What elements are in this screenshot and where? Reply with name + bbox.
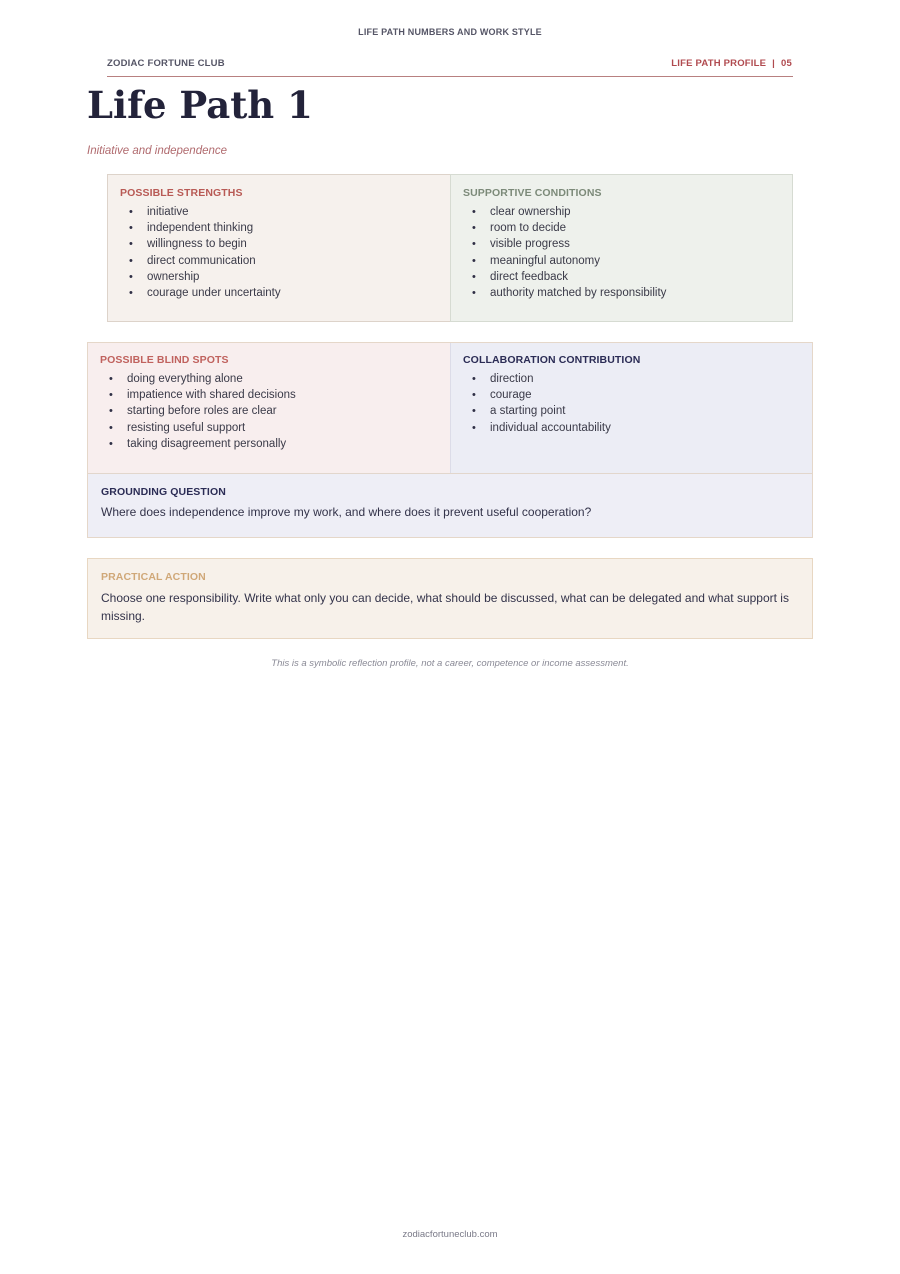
list-item: • meaningful autonomy [463, 253, 780, 269]
practical-action-heading: PRACTICAL ACTION [101, 571, 206, 583]
document-top-title: LIFE PATH NUMBERS AND WORK STYLE [358, 27, 542, 37]
blind-spots-panel [88, 343, 450, 473]
blind-spots-list [100, 371, 438, 452]
page-title: Life Path 1 [87, 83, 313, 127]
collaboration-heading: COLLABORATION CONTRIBUTION [463, 354, 641, 366]
practical-action-panel [87, 558, 813, 639]
strengths-panel [107, 174, 451, 322]
list-item: • courage [463, 387, 800, 403]
list-item: • independent thinking [120, 220, 438, 236]
list-item: • resisting useful support [100, 420, 438, 436]
list-item: • ownership [120, 269, 438, 285]
list-item: • direction [463, 371, 800, 387]
collaboration-list [463, 371, 800, 436]
strengths-heading: POSSIBLE STRENGTHS [120, 187, 243, 199]
list-item: • courage under uncertainty [120, 285, 438, 301]
list-item: • willingness to begin [120, 236, 438, 252]
list-item: • direct communication [120, 253, 438, 269]
separator: | [772, 58, 776, 69]
supportive-list [463, 204, 780, 301]
page-number: 05 [781, 58, 792, 69]
list-item: • clear ownership [463, 204, 780, 220]
list-item: • authority matched by responsibility [463, 285, 780, 301]
list-item: • direct feedback [463, 269, 780, 285]
blind-spots-heading: POSSIBLE BLIND SPOTS [100, 354, 229, 366]
list-item: • impatience with shared decisions [100, 387, 438, 403]
section-label: LIFE PATH PROFILE [671, 58, 767, 69]
list-item: • individual accountability [463, 420, 800, 436]
section-tag [671, 58, 792, 69]
strengths-list [120, 204, 438, 301]
header-rule [107, 76, 793, 77]
disclaimer: This is a symbolic reflection profile, not a career, competence or income assessment. [271, 658, 629, 669]
practical-action-text: Choose one responsibility. Write what only you can decide, what should be discussed, what can be delegated and what support is missing. [101, 591, 789, 623]
grounding-heading: GROUNDING QUESTION [101, 486, 226, 498]
supportive-conditions-panel [450, 174, 793, 322]
list-item: • a starting point [463, 403, 800, 419]
grounding-question-text: Where does independence improve my work, and where does it prevent useful cooperation? [101, 505, 592, 519]
list-item: • doing everything alone [100, 371, 438, 387]
supportive-heading: SUPPORTIVE CONDITIONS [463, 187, 602, 199]
list-item: • initiative [120, 204, 438, 220]
brand-name: ZODIAC FORTUNE CLUB [107, 58, 225, 69]
page-subtitle: Initiative and independence [87, 145, 228, 157]
collaboration-panel [450, 343, 812, 473]
grounding-question-panel [88, 473, 812, 537]
list-item: • starting before roles are clear [100, 403, 438, 419]
list-item: • taking disagreement personally [100, 436, 438, 452]
list-item: • room to decide [463, 220, 780, 236]
list-item: • visible progress [463, 236, 780, 252]
footer-url: zodiacfortuneclub.com [402, 1229, 498, 1240]
